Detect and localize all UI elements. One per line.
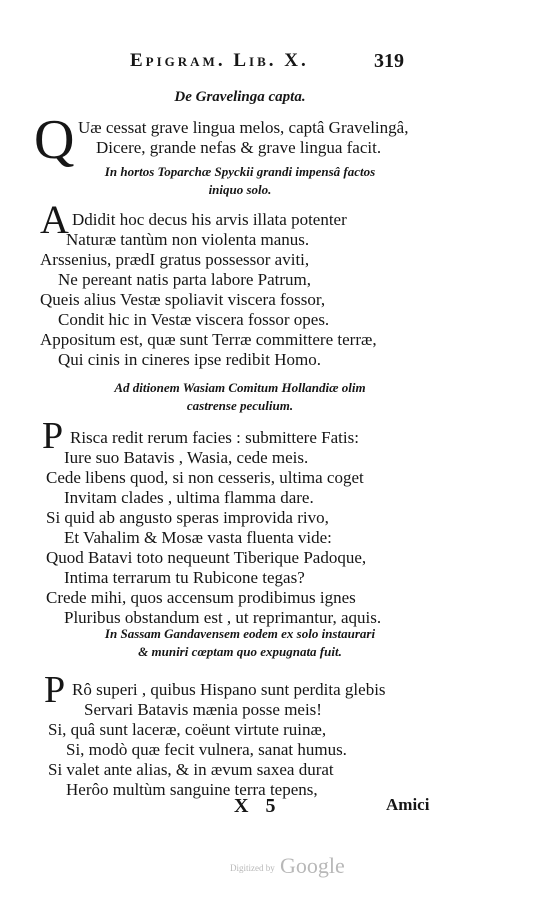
poem-3-heading-line-2: castrense peculium. (186, 398, 294, 413)
poem-line: Si valet ante alias, & in ævum saxea durat (48, 760, 334, 779)
poem-line: Servari Batavis mænia posse meis! (84, 700, 322, 719)
watermark-logo: Google (280, 853, 345, 878)
poem-line: Risca redit rerum facies : submittere Fatis: (70, 428, 359, 447)
google-watermark (230, 853, 360, 883)
poem-3-drop-letter: P (42, 415, 64, 457)
watermark-prefix: Digitized by (230, 863, 275, 873)
poem-2-heading-line-2: iniquo solo. (208, 182, 272, 197)
poem-line: Queis alius Vestæ spoliavit viscera fossor, (40, 290, 326, 309)
poem-3-heading (80, 379, 400, 415)
signature-mark: X 5 (234, 795, 282, 817)
poem-2-heading (80, 163, 400, 199)
poem-3-heading-line-1: Ad ditionem Wasiam Comitum Hollandiæ olim (114, 380, 366, 395)
catchword: Amici (386, 795, 430, 814)
poem-line: Cede libens quod, si non cesseris, ultima coget (46, 468, 364, 487)
poem-3-verse (46, 428, 381, 628)
page-number: 319 (374, 50, 404, 72)
poem-line: Rô superi , quibus Hispano sunt perdita glebis (72, 680, 386, 699)
poem-1-heading (160, 88, 320, 106)
poem-1-drop-letter: Q (34, 109, 75, 171)
poem-line: Appositum est, quæ sunt Terræ committere terræ, (40, 330, 377, 349)
poem-line: Pluribus obstandum est , ut reprimantur, aquis. (64, 608, 382, 627)
running-head (130, 50, 430, 78)
poem-line: Ne pereant natis parta labore Patrum, (58, 270, 312, 289)
poem-4-drop-letter: P (44, 669, 66, 711)
running-title: Epigram. Lib. X. (130, 50, 309, 71)
poem-line: Naturæ tantùm non violenta manus. (66, 230, 310, 249)
poem-line: Invitam clades , ultima flamma dare. (64, 488, 314, 507)
poem-line: Quod Batavi toto nequeunt Tiberique Padoque, (46, 548, 367, 567)
poem-line: Si, modò quæ fecit vulnera, sanat humus. (66, 740, 347, 759)
page-footer (0, 795, 560, 825)
poem-2-drop-letter: A (40, 197, 69, 242)
poem-line: Iure suo Batavis , Wasia, cede meis. (64, 448, 309, 467)
poem-line: Condit hic in Vestæ viscera fossor opes. (58, 310, 330, 329)
poem-2-heading-line-1: In hortos Toparchæ Spyckii grandi impensâ factos (104, 164, 376, 179)
poem-line: Si quid ab angusto speras improvida rivo, (46, 508, 329, 527)
poem-line: Crede mihi, quos accensum prodibimus ignes (46, 588, 356, 607)
poem-1-verse (78, 118, 408, 158)
poem-line: Dicere, grande nefas & grave lingua facit. (96, 138, 382, 157)
poem-line: Herôo multùm sanguine terra tepens, (66, 780, 318, 799)
poem-line: Qui cinis in cineres ipse redibit Homo. (58, 350, 321, 369)
poem-4-heading-line-2: & muniri cœptam quo expugnata fuit. (138, 644, 342, 659)
poem-line: Uæ cessat grave lingua melos, captâ Gravelingâ, (78, 118, 409, 137)
poem-4-heading-line-1: In Sassam Gandavensem eodem ex solo instaurari (104, 626, 376, 641)
poem-line: Si, quâ sunt laceræ, coëunt virtute ruinæ, (48, 720, 327, 739)
poem-2-verse (40, 210, 377, 370)
poem-line: Arssenius, prædI gratus possessor aviti, (40, 250, 310, 269)
poem-line: Ddidit hoc decus his arvis illata potenter (72, 210, 347, 229)
poem-line: Intima terrarum tu Rubicone tegas? (64, 568, 305, 587)
poem-4-verse (48, 680, 386, 800)
poem-1-heading-line: De Gravelinga capta. (174, 89, 306, 105)
poem-line: Et Vahalim & Mosæ vasta fluenta vide: (64, 528, 332, 547)
poem-4-heading (80, 625, 400, 661)
